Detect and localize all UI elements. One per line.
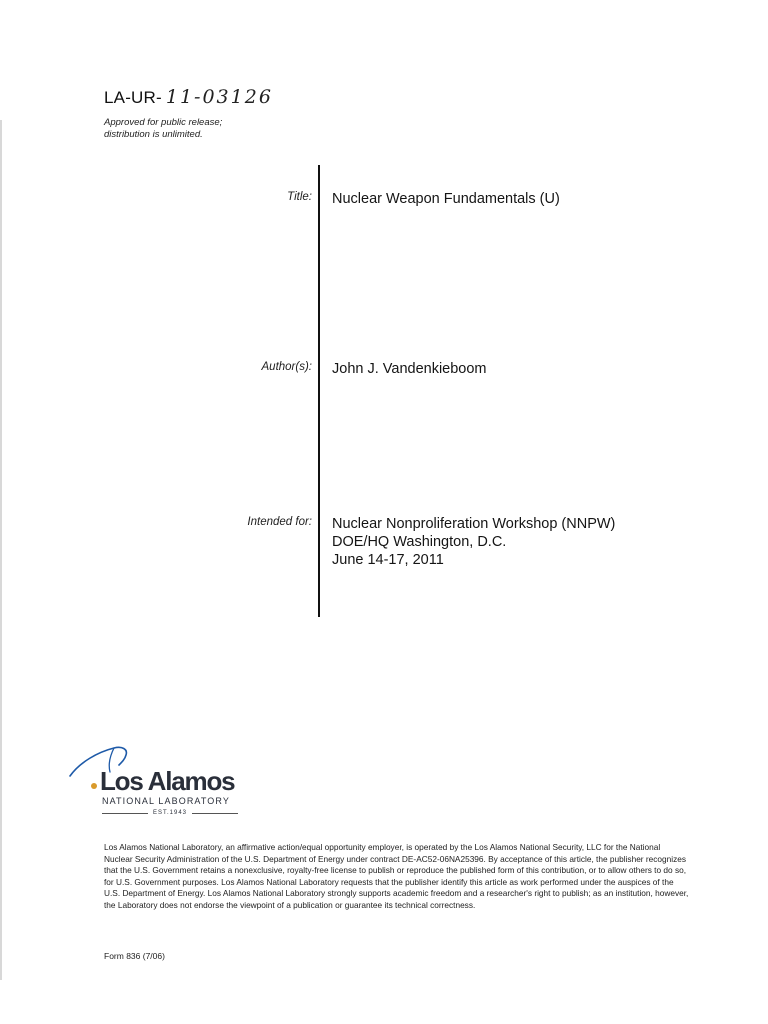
legal-disclaimer: Los Alamos National Laboratory, an affirmative action/equal opportunity employer, is operated by the Los Alamos National Security, LLC for the National Nuclear Security Administration of the U.S. Department of Energy under contract DE-AC52-06NA25396. By acceptance of this article, the publisher recognizes that the U.S. Government retains a nonexclusive, royalty-free license to publish or reproduce the published form of this contribution, or to allow others to do so, for U.S. Government purposes. Los Alamos National Laboratory requests that the publisher identify this article as work performed under the auspices of the U.S. Department of Energy. Los Alamos National Laboratory strongly supports academic freedom and a researcher's right to publish; as an institution, however, the Laboratory does not endorse the viewpoint of a publication or guarantee its technical correctness. <box>104 842 689 910</box>
logo-established-row <box>102 810 238 816</box>
scan-left-edge <box>0 120 2 980</box>
release-note <box>104 117 222 141</box>
intended-label: Intended for: <box>247 516 312 528</box>
form-number: Form 836 (7/06) <box>104 951 165 961</box>
report-prefix: LA-UR- <box>104 88 162 107</box>
intended-value <box>332 515 615 569</box>
handwritten-report-number: 11-03126 <box>165 86 273 108</box>
intended-line: DOE/HQ Washington, D.C. <box>332 534 507 550</box>
release-note-line: Approved for public release; <box>104 117 223 128</box>
report-number <box>104 86 273 108</box>
vertical-divider <box>318 165 320 617</box>
release-note-line: distribution is unlimited. <box>104 129 203 140</box>
intended-line: June 14-17, 2011 <box>332 552 444 568</box>
los-alamos-logo <box>68 738 248 822</box>
author-value: John J. Vandenkieboom <box>332 361 487 377</box>
title-value: Nuclear Weapon Fundamentals (U) <box>332 191 560 207</box>
title-label: Title: <box>287 191 312 203</box>
logo-rule <box>192 813 238 814</box>
logo-name: Los Alamos <box>100 766 235 796</box>
author-label: Author(s): <box>261 361 312 373</box>
intended-line: Nuclear Nonproliferation Workshop (NNPW) <box>332 516 616 532</box>
logo-established: EST.1943 <box>152 810 188 816</box>
logo-rule <box>102 813 148 814</box>
logo-subtitle: NATIONAL LABORATORY <box>102 796 230 806</box>
